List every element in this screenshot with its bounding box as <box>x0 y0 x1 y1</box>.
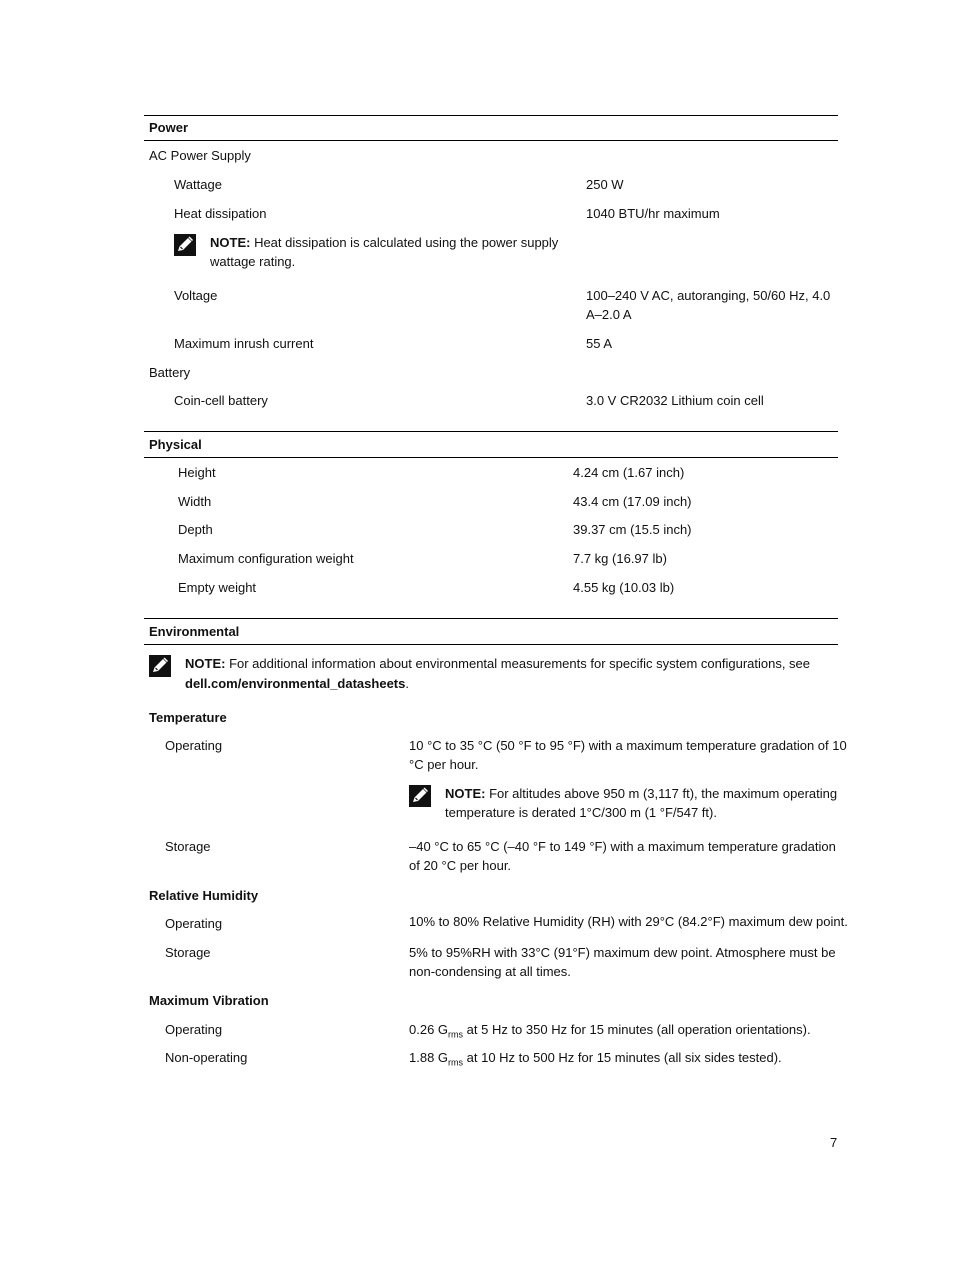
max-weight-label: Maximum configuration weight <box>178 551 354 566</box>
note-pencil-icon <box>174 234 196 256</box>
battery-label: Battery <box>149 365 191 380</box>
vibration-operating-pre: 0.26 G <box>409 1022 449 1037</box>
width-value: 43.4 cm (17.09 inch) <box>573 494 692 509</box>
environmental-header: Environmental <box>149 624 240 639</box>
voltage-value-line2: A–2.0 A <box>586 307 632 322</box>
heat-note-line2: wattage rating. <box>210 254 296 269</box>
depth-label: Depth <box>178 522 213 537</box>
note-pencil-icon <box>409 785 431 807</box>
inrush-label: Maximum inrush current <box>174 336 314 351</box>
altitude-note-line1 <box>445 784 837 803</box>
temp-operating-line2: °C per hour. <box>409 757 479 772</box>
humidity-storage-line2: non-condensing at all times. <box>409 964 571 979</box>
humidity-operating-label: Operating <box>165 916 223 931</box>
humidity-storage-line1: 5% to 95%RH with 33°C (91°F) maximum dew point. Atmosphere must be <box>409 945 836 960</box>
voltage-value-line1: 100–240 V AC, autoranging, 50/60 Hz, 4.0 <box>586 288 831 303</box>
heat-note-line1 <box>210 233 558 252</box>
power-header: Power <box>149 120 189 135</box>
env-note-line1 <box>185 654 810 673</box>
height-value: 4.24 cm (1.67 inch) <box>573 465 685 480</box>
temperature-heading: Temperature <box>149 710 227 725</box>
vibration-operating-label: Operating <box>165 1022 223 1037</box>
physical-header: Physical <box>149 437 202 452</box>
note-prefix: NOTE: <box>210 235 251 250</box>
note-prefix: NOTE: <box>445 786 486 801</box>
vibration-nonop-value <box>409 1048 782 1067</box>
empty-weight-label: Empty weight <box>178 580 257 595</box>
width-label: Width <box>178 494 212 509</box>
env-note-end: . <box>405 676 409 691</box>
humidity-storage-label: Storage <box>165 945 211 960</box>
wattage-label: Wattage <box>174 177 222 192</box>
ac-power-supply-label: AC Power Supply <box>149 148 251 163</box>
header-rule <box>144 644 838 645</box>
vibration-heading: Maximum Vibration <box>149 993 269 1008</box>
altitude-note-text: For altitudes above 950 m (3,117 ft), the maximum operating <box>485 786 838 801</box>
vibration-operating-value <box>409 1020 811 1039</box>
vibration-nonop-pre: 1.88 G <box>409 1050 449 1065</box>
table-top-rule <box>144 431 838 432</box>
altitude-note-line2: temperature is derated 1°C/300 m (1 °F/547 ft). <box>445 805 717 820</box>
header-rule <box>144 457 838 458</box>
inrush-value: 55 A <box>586 336 613 351</box>
temp-storage-label: Storage <box>165 839 211 854</box>
depth-value: 39.37 cm (15.5 inch) <box>573 522 692 537</box>
humidity-operating-value: 10% to 80% Relative Humidity (RH) with 29°C (84.2°F) maximum dew point. <box>409 914 848 929</box>
empty-weight-value: 4.55 kg (10.03 lb) <box>573 580 675 595</box>
vibration-nonop-label: Non-operating <box>165 1050 248 1065</box>
max-weight-value: 7.7 kg (16.97 lb) <box>573 551 667 566</box>
heat-dissipation-label: Heat dissipation <box>174 206 267 221</box>
vibration-nonop-sub: rms <box>448 1057 464 1068</box>
vibration-nonop-post: at 10 Hz to 500 Hz for 15 minutes (all six sides tested). <box>463 1050 782 1065</box>
temp-storage-line2: of 20 °C per hour. <box>409 858 512 873</box>
page-number: 7 <box>830 1135 838 1150</box>
coin-cell-label: Coin-cell battery <box>174 393 268 408</box>
humidity-heading: Relative Humidity <box>149 888 259 903</box>
vibration-operating-sub: rms <box>448 1029 464 1040</box>
header-rule <box>144 140 838 141</box>
heat-dissipation-value: 1040 BTU/hr maximum <box>586 206 720 221</box>
note-pencil-icon <box>149 655 171 677</box>
height-label: Height <box>178 465 216 480</box>
temp-operating-line1: 10 °C to 35 °C (50 °F to 95 °F) with a maximum temperature gradation of 10 <box>409 738 847 753</box>
environmental-datasheets-link[interactable]: dell.com/environmental_datasheets <box>185 676 406 691</box>
table-top-rule <box>144 115 838 116</box>
heat-note-text: Heat dissipation is calculated using the power supply <box>250 235 559 250</box>
vibration-operating-post: at 5 Hz to 350 Hz for 15 minutes (all operation orientations). <box>463 1022 811 1037</box>
wattage-value: 250 W <box>586 177 624 192</box>
env-note-line2 <box>185 674 409 693</box>
temp-operating-label: Operating <box>165 738 223 753</box>
coin-cell-value: 3.0 V CR2032 Lithium coin cell <box>586 393 764 408</box>
temp-storage-line1: –40 °C to 65 °C (–40 °F to 149 °F) with a maximum temperature gradation <box>409 839 836 854</box>
env-note-text: For additional information about environmental measurements for specific system configurations, see <box>225 656 811 671</box>
voltage-label: Voltage <box>174 288 218 303</box>
note-prefix: NOTE: <box>185 656 226 671</box>
table-top-rule <box>144 618 838 619</box>
